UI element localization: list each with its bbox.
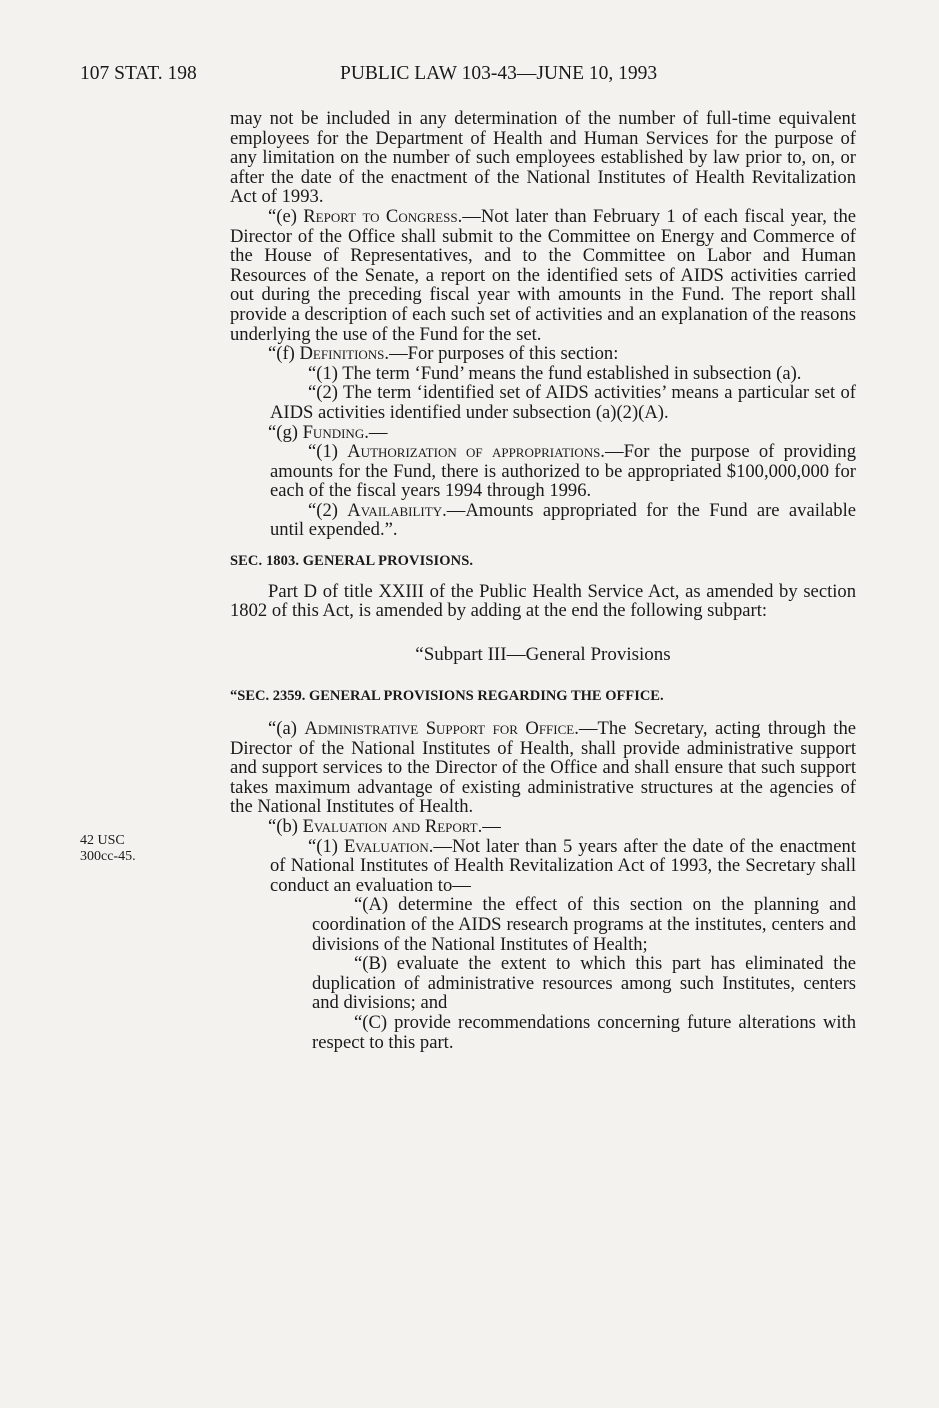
subsection-g-heading: Funding. xyxy=(302,421,369,443)
subsection-a-text: —The Secretary, acting through the Director of the National Institutes of Health, shall provide administrative support and support services to the Director of the Office and shall ensure that such support takes maximum advantage of existing administrative structures at the agencies of the National Institutes of Health. xyxy=(230,718,856,818)
subsection-b-label: “(b) xyxy=(268,816,303,837)
subpart-title: “Subpart III—General Provisions xyxy=(415,643,671,665)
paragraph-g2 xyxy=(230,501,856,540)
paragraph-g1-label: “(1) xyxy=(308,441,348,463)
usc-citation-line-2: 300cc-45. xyxy=(80,849,136,864)
paragraph-b1-label: “(1) xyxy=(308,835,344,857)
paragraph-b1-heading: Evaluation. xyxy=(343,835,434,857)
subsection-a-heading: Administrative Support for Office. xyxy=(304,718,579,740)
section-1803-text: Part D of title XXIII of the Public Health Service Act, as amended by section 1802 of this Act, is amended by adding at the end the following subpart: xyxy=(230,580,856,622)
paragraph-g1-text: —For the purpose of providing amounts for the Fund, there is authorized to be appropriated $100,000,000 for each of the fiscal years 1994 through 1996. xyxy=(270,441,856,502)
subsection-g-label: “(g) xyxy=(268,421,303,443)
usc-citation-line-1: 42 USC xyxy=(80,833,125,848)
subsection-b-heading: Evaluation and Report. xyxy=(302,816,483,837)
subsection-e-heading: Report to Congress. xyxy=(303,205,463,227)
subsection-e-label: “(e) xyxy=(268,205,304,227)
paragraph-b1-text: —Not later than 5 years after the date of the enactment of National Institutes of Health Revitalization Act of 1993, the Secretary shall conduct an evaluation to— xyxy=(270,835,856,896)
paragraph-b1 xyxy=(230,837,856,896)
subsection-f xyxy=(230,344,856,364)
subsection-e-text: —Not later than February 1 of each fiscal year, the Director of the Office shall submit to the Committee on Energy and Commerce of the House of Representatives, and to the Committee on Labor and Human Resources of the Senate, a report on the identified sets of AIDS activities carried out during the preceding fiscal year with amounts in the Fund. The report shall provide a description of each such set of activities and an explanation of the reasons underlying the use of the Fund for the set. xyxy=(230,205,856,345)
section-1803-heading: SEC. 1803. GENERAL PROVISIONS. xyxy=(230,553,474,570)
subsection-f-label: “(f) xyxy=(268,343,300,365)
paragraph-f2: “(2) The term ‘identified set of AIDS activities’ means a particular set of AIDS activities identified under subsection (a)(2)(A). xyxy=(270,382,856,423)
subsection-f-heading: Definitions. xyxy=(299,343,390,365)
paragraph-g2-text: —Amounts appropriated for the Fund are available until expended.”. xyxy=(270,499,856,541)
subsection-a xyxy=(230,719,856,817)
intro-paragraph: may not be included in any determination of the number of full-time equivalent employees for the Department of Health and Human Services for the purpose of any limitation on the number of such employees established by law prior to, on, or after the date of the enactment of the National Institutes of Health Revitalization Act of 1993. xyxy=(230,108,856,208)
paragraph-g1-heading: Authorization of appropriations. xyxy=(347,441,605,463)
subsection-e xyxy=(230,207,856,344)
paragraph-g1 xyxy=(230,442,856,501)
subsection-g xyxy=(230,423,856,443)
paragraph-g2-heading: Availability. xyxy=(347,499,447,521)
subparagraph-b1A: “(A) determine the effect of this section on the planning and coordination of the AIDS research programs at the institutes, centers and divisions of the National Institutes of Health; xyxy=(312,894,856,955)
paragraph-g2-label: “(2) xyxy=(308,499,348,521)
subsection-a-label: “(a) xyxy=(268,718,305,740)
document-body xyxy=(230,109,856,1052)
usc-citation-note xyxy=(80,833,136,865)
running-title: PUBLIC LAW 103-43—JUNE 10, 1993 xyxy=(340,63,658,84)
paragraph-f1: “(1) The term ‘Fund’ means the fund established in subsection (a). xyxy=(308,362,802,384)
section-2359-heading: “SEC. 2359. GENERAL PROVISIONS REGARDING THE OFFICE. xyxy=(230,688,664,705)
subsection-b-text: — xyxy=(482,816,501,837)
subsection-g-text: — xyxy=(368,421,388,443)
statute-page-number: 107 STAT. 198 xyxy=(80,63,197,84)
subsection-b xyxy=(230,817,856,837)
subparagraph-b1B: “(B) evaluate the extent to which this part has eliminated the duplication of administrative resources among such Institutes, centers and divisions; and xyxy=(312,953,856,1014)
subparagraph-b1C: “(C) provide recommendations concerning future alterations with respect to this part. xyxy=(312,1011,856,1053)
subsection-f-text: —For purposes of this section: xyxy=(389,343,619,365)
